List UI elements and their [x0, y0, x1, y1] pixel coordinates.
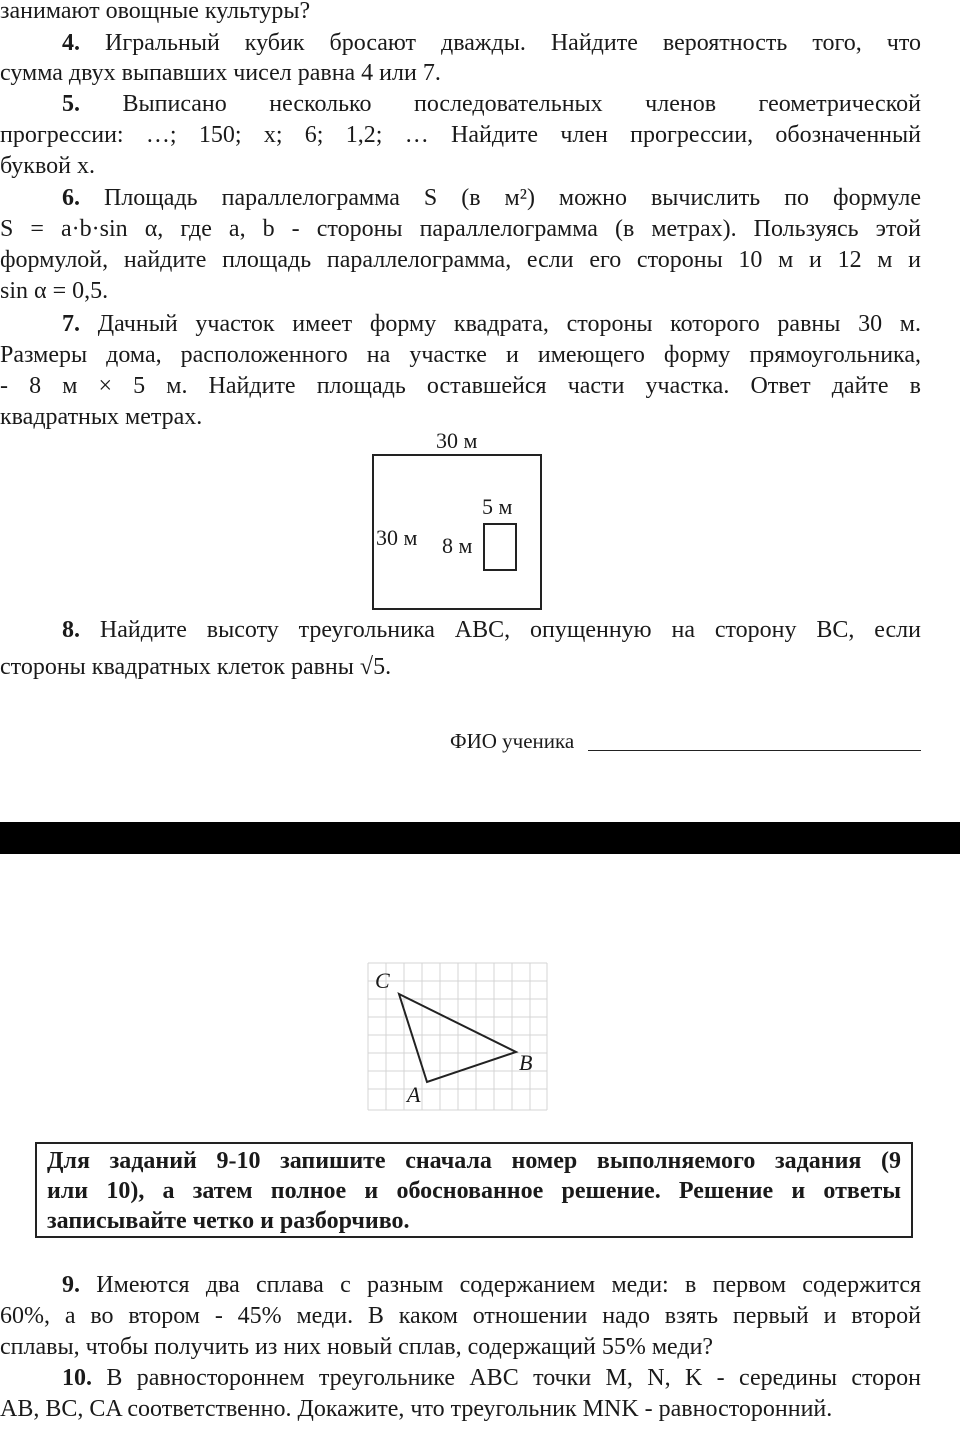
- task-7-line-3: - 8 м × 5 м. Найдите площадь оставшейся части участка. Ответ дайте в: [0, 373, 921, 399]
- task-10-text-1: В равностороннем треугольнике ABC точки M, N, K - середины сторон: [106, 1365, 921, 1391]
- task-10-number: 10.: [62, 1365, 92, 1391]
- task-8-text-1: Найдите высоту треугольника ABC, опущенную на сторону BC, если: [99, 617, 921, 643]
- student-name-label: ФИО ученика: [450, 729, 575, 753]
- task-6-line-3: формулой, найдите площадь параллелограмма, если его стороны 10 м и 12 м и: [0, 247, 921, 273]
- vertex-a-label: A: [407, 1082, 421, 1107]
- plot-left-label: 30 м: [376, 525, 418, 550]
- task-4-line-1: [62, 28, 921, 58]
- task-7-text-1: Дачный участок имеет форму квадрата, стороны которого равны 30 м.: [97, 311, 921, 337]
- grid-lines: [368, 963, 547, 1110]
- task-9-line-2: 60%, а во втором - 45% меди. В каком отношении надо взять первый и второй: [0, 1303, 921, 1329]
- text-line-continuation: занимают овощные культуры?: [0, 0, 311, 24]
- vertex-c-label: C: [375, 968, 390, 993]
- task-4-line-2: сумма двух выпавших чисел равна 4 или 7.: [0, 60, 441, 86]
- task-5-text-1: Выписано несколько последовательных членов геометрической: [122, 91, 921, 117]
- house-rectangle: [483, 523, 517, 571]
- instructions-line-1: Для заданий 9-10 запишите сначала номер выполняемого задания (9: [47, 1148, 901, 1174]
- task-7-line-2: Размеры дома, расположенного на участке и имеющего форму прямоугольника,: [0, 342, 921, 368]
- task-4-number: 4.: [62, 30, 80, 56]
- triangle-grid-figure: [367, 962, 549, 1117]
- vertex-b-label: B: [519, 1050, 533, 1075]
- page-divider-band: [0, 822, 960, 854]
- house-width-label: 5 м: [482, 494, 513, 519]
- instructions-box: [35, 1142, 913, 1238]
- instructions-line-3: записывайте четко и разборчиво.: [47, 1208, 410, 1234]
- task-8-line-1: [62, 615, 921, 645]
- task-9-line-1: [62, 1270, 921, 1300]
- instructions-line-2: или 10), а затем полное и обоснованное решение. Решение и ответы: [47, 1178, 901, 1204]
- task-9-line-3: сплавы, чтобы получить из них новый сплав, содержащий 55% меди?: [0, 1334, 714, 1360]
- task-7-number: 7.: [62, 311, 80, 337]
- task-8-number: 8.: [62, 617, 80, 643]
- task-5-line-2: прогрессии: …; 150; x; 6; 1,2; … Найдите член прогрессии, обозначенный: [0, 122, 921, 148]
- task-10-line-2: AB, BC, CA соответственно. Докажите, что треугольник MNK - равносторонний.: [0, 1396, 833, 1422]
- task-6-line-1: [62, 183, 921, 213]
- task-5-number: 5.: [62, 91, 80, 117]
- task-9-text-1: Имеются два сплава с разным содержанием меди: в первом содержится: [96, 1272, 921, 1298]
- task-6-text-1: Площадь параллелограмма S (в м²) можно вычислить по формуле: [104, 185, 921, 211]
- task-4-text-1: Игральный кубик бросают дважды. Найдите вероятность того, что: [105, 30, 921, 56]
- task-5-line-1: [62, 89, 921, 119]
- task-6-number: 6.: [62, 185, 80, 211]
- triangle-grid-svg: [367, 962, 549, 1112]
- task-5-line-3: буквой x.: [0, 153, 95, 179]
- task-7-line-1: [62, 309, 921, 339]
- task-10-line-1: [62, 1363, 921, 1393]
- house-height-label: 8 м: [442, 533, 473, 558]
- plot-top-label: 30 м: [436, 428, 478, 453]
- task-9-number: 9.: [62, 1272, 80, 1298]
- task-8-line-2: стороны квадратных клеток равны √5.: [0, 654, 392, 680]
- student-name-field[interactable]: [588, 750, 921, 751]
- task-6-line-2: S = a·b·sin α, где a, b - стороны параллелограмма (в метрах). Пользуясь этой: [0, 216, 921, 242]
- task-6-line-4: sin α = 0,5.: [0, 278, 109, 304]
- task-7-line-4: квадратных метрах.: [0, 404, 203, 430]
